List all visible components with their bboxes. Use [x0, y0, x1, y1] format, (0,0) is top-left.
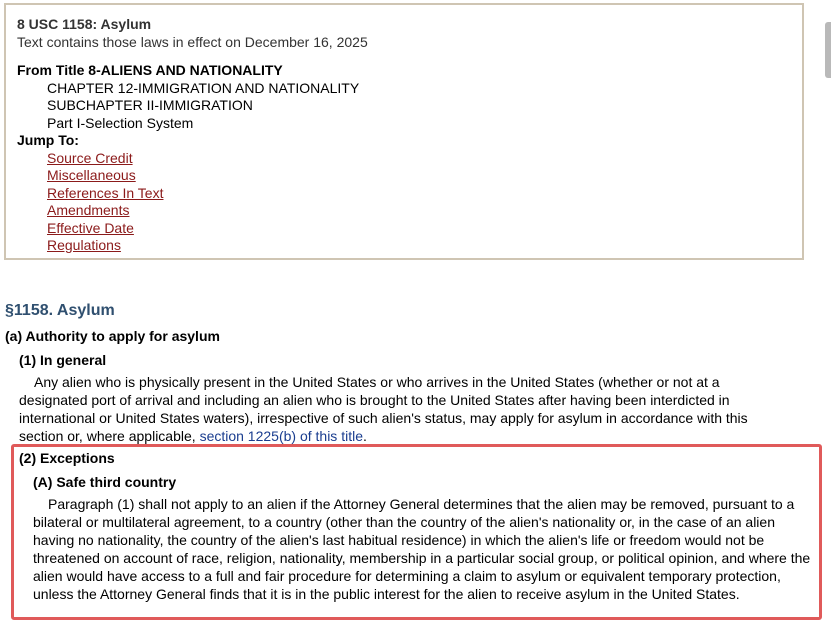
subsection-a-heading: (a) Authority to apply for asylum [5, 328, 220, 344]
section-heading: §1158. Asylum [5, 302, 115, 319]
paragraph-1-end: . [362, 428, 367, 444]
paragraph-1-body: Any alien who is physically present in the United States or who arrives in the United States (whether or not at a designated port of arrival and including an alien who is brought to the United States after having been interdicted in international or United States waters), irrespective of such alien's status, may apply for asylum in accordance with this section or, where applicable, [19, 374, 748, 444]
paragraph-1-heading: (1) In general [19, 352, 107, 368]
jump-link-regulations[interactable]: Regulations [47, 237, 121, 253]
paragraph-1-text [19, 373, 779, 445]
subchapter-breadcrumb: SUBCHAPTER II-IMMIGRATION [47, 97, 253, 113]
jump-link-amendments[interactable]: Amendments [47, 202, 130, 218]
paragraph-2a-text: Paragraph (1) shall not apply to an alien if the Attorney General determines that the alien may be removed, pursuant to a bilateral or multilateral agreement, to a country (other than the country of the alien's nationality or, in the case of an alien having no nationality, the country of the alien's last habitual residence) in which the alien's life or freedom would not be threatened on account of race, religion, nationality, membership in a particular social group, or political opinion, and where the alien would have access to a full and fair procedure for determining a claim to asylum or equivalent temporary protection, unless the Attorney General finds that it is in the public interest for the alien to receive asylum in the United States. [33, 496, 811, 602]
chapter-breadcrumb: CHAPTER 12-IMMIGRATION AND NATIONALITY [47, 80, 360, 96]
part-breadcrumb: Part I-Selection System [47, 115, 194, 131]
highlight-annotation-box [11, 444, 822, 620]
jump-to-label: Jump To: [17, 132, 79, 148]
document-title: 8 USC 1158: Asylum [17, 16, 152, 32]
effective-date-note: Text contains those laws in effect on December 16, 2025 [17, 34, 368, 50]
jump-link-source-credit[interactable]: Source Credit [47, 150, 133, 166]
section-1225b-link[interactable]: section 1225(b) of this title [199, 428, 363, 444]
paragraph-2a-heading: (A) Safe third country [33, 474, 177, 490]
scrollbar-thumb[interactable] [825, 22, 831, 78]
jump-link-miscellaneous[interactable]: Miscellaneous [47, 167, 136, 183]
title-breadcrumb: From Title 8-ALIENS AND NATIONALITY [17, 62, 283, 78]
document-header-box [4, 3, 804, 260]
jump-link-references-in-text[interactable]: References In Text [47, 185, 164, 201]
jump-link-effective-date[interactable]: Effective Date [47, 220, 134, 236]
paragraph-2-heading: (2) Exceptions [19, 450, 115, 466]
